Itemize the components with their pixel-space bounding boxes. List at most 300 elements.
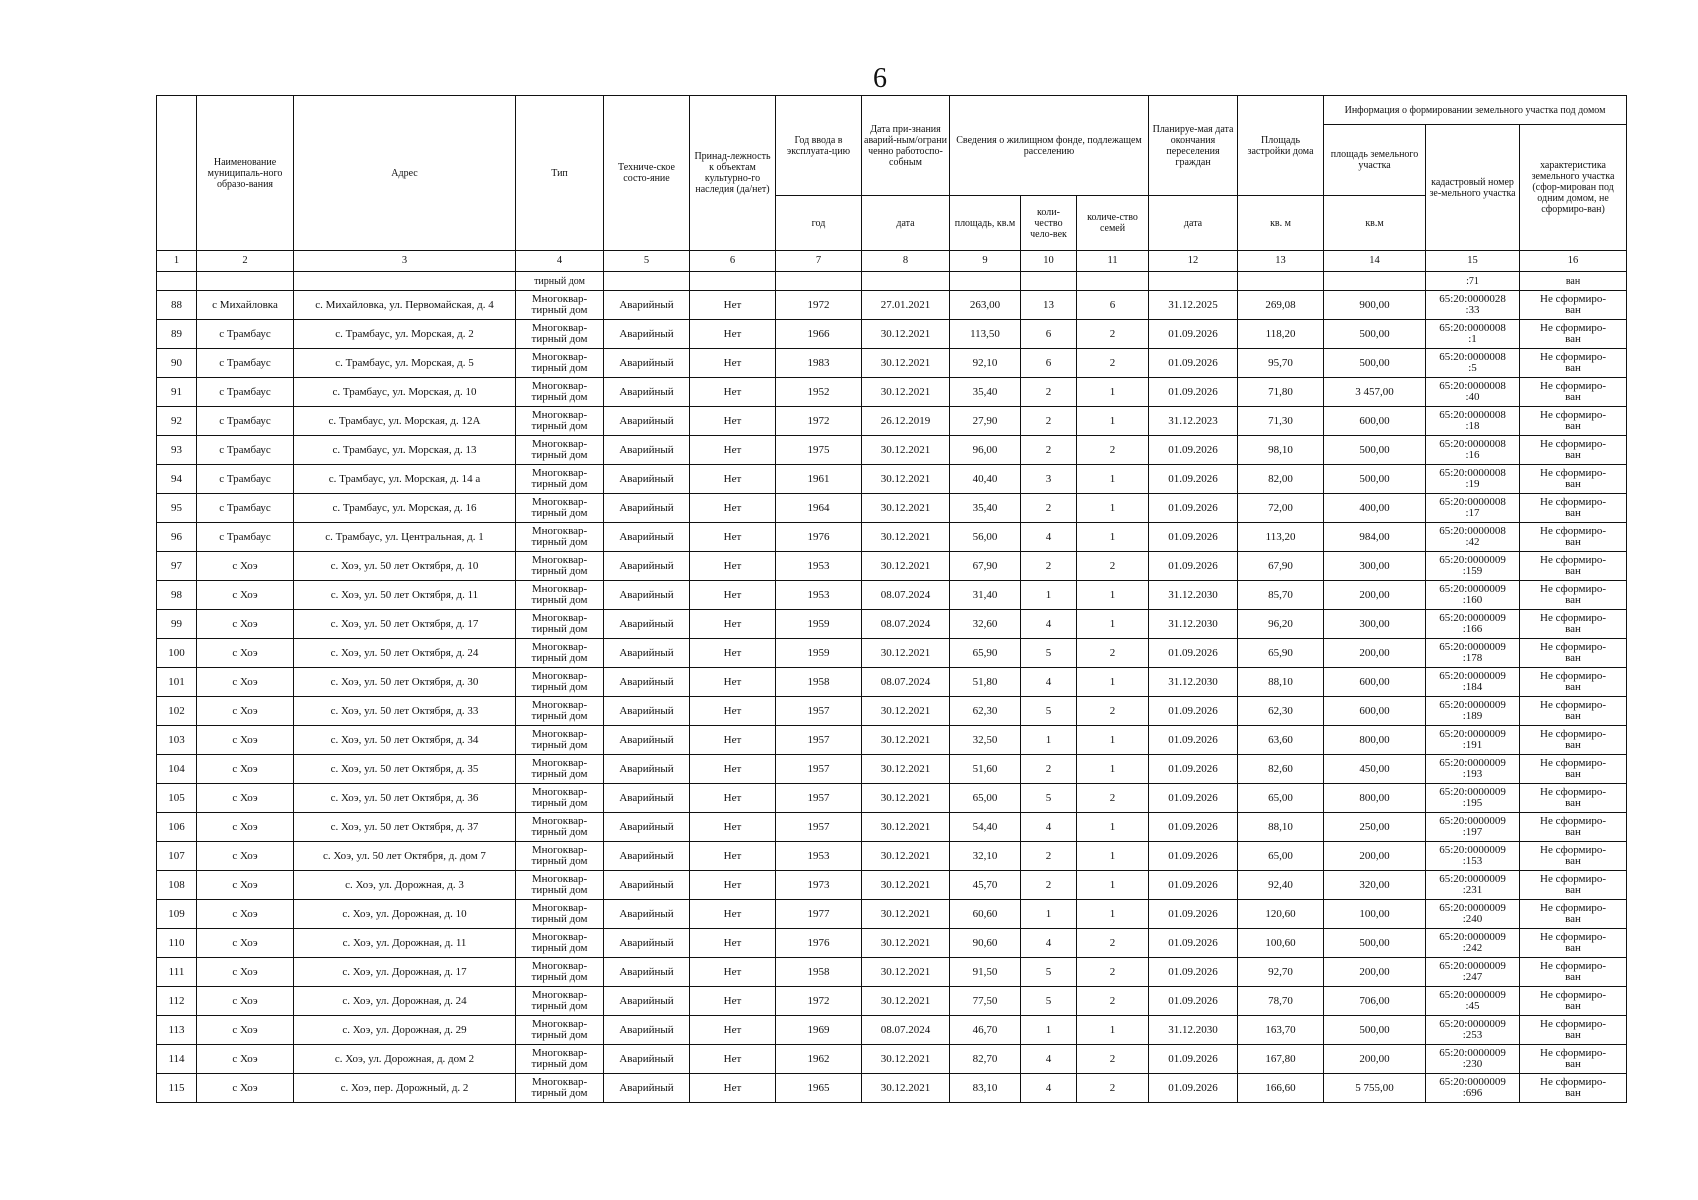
municipality-cell: с Хоэ [197,1016,294,1045]
cadastral-cell [1426,929,1520,958]
row-number: 108 [157,871,197,900]
families-cell: 1 [1077,378,1149,407]
heritage-cell: Нет [690,523,776,552]
row-number: 90 [157,349,197,378]
land-area-cell: 3 457,00 [1324,378,1426,407]
heritage-cell: Нет [690,871,776,900]
year-cell: 1973 [776,871,862,900]
land-char-cell-line: Не сформиро- [1540,1076,1607,1088]
type-cell-line: Многоквар- [531,438,588,450]
people-cell: 4 [1021,1074,1077,1103]
land-char-cell-line: ван [1565,681,1581,693]
land-area-cell: 200,00 [1324,958,1426,987]
emergency-date-cell: 30.12.2021 [862,1074,950,1103]
cadastral-cell-line: :45 [1465,1000,1480,1012]
land-char-cell-line: Не сформиро- [1540,1018,1607,1030]
tech-state-cell: Аварийный [604,465,690,494]
heritage-cell: Нет [690,494,776,523]
table-row [157,842,1627,871]
cadastral-cell-line: 65:20:0000009 [1439,844,1506,856]
land-area-cell: 500,00 [1324,349,1426,378]
address-cell: с. Трамбаус, ул. Морская, д. 12А [294,407,516,436]
cadastral-cell [1426,494,1520,523]
building-area-cell: 98,10 [1238,436,1324,465]
emergency-date-cell: 08.07.2024 [862,581,950,610]
people-cell: 4 [1021,523,1077,552]
type-cell-line: Многоквар- [531,409,588,421]
type-cell-line: тирный дом [531,1087,588,1099]
cadastral-cell-line: :16 [1465,449,1480,461]
continuation-row [157,272,1627,291]
cadastral-cell-line: :17 [1465,507,1480,519]
building-area-cell: 88,10 [1238,668,1324,697]
cadastral-cell-line: 65:20:0000009 [1439,1047,1506,1059]
emergency-date-cell: 08.07.2024 [862,668,950,697]
year-cell: 1972 [776,987,862,1016]
type-cell-line: Многоквар- [531,960,588,972]
municipality-cell: с Хоэ [197,610,294,639]
cadastral-cell-line: 65:20:0000009 [1439,670,1506,682]
municipality-cell: с Хоэ [197,726,294,755]
type-cell-line: тирный дом [531,681,588,693]
land-char-cell [1520,349,1627,378]
type-cell-line: тирный дом [531,304,588,316]
tech-state-cell: Аварийный [604,639,690,668]
heritage-cell: Нет [690,378,776,407]
land-char-cell [1520,523,1627,552]
table-row [157,465,1627,494]
land-area-cell: 300,00 [1324,552,1426,581]
land-char-cell-line: ван [1565,739,1581,751]
families-cell: 1 [1077,581,1149,610]
heritage-cell: Нет [690,813,776,842]
land-char-cell-line: Не сформиро- [1540,322,1607,334]
type-cell-line: тирный дом [531,652,588,664]
land-char-cell [1520,929,1627,958]
families-cell: 1 [1077,755,1149,784]
land-char-cell [1520,378,1627,407]
land-char-cell-line: ван [1565,420,1581,432]
header-building-area: Площадь застройки дома [1238,96,1324,196]
land-area-cell: 800,00 [1324,784,1426,813]
table-row [157,1074,1627,1103]
type-cell [516,291,604,320]
type-cell [516,726,604,755]
cadastral-cell [1426,552,1520,581]
cadastral-cell-line: 65:20:0000009 [1439,641,1506,653]
type-cell-line: тирный дом [531,710,588,722]
area-cell: 67,90 [950,552,1021,581]
land-area-cell: 706,00 [1324,987,1426,1016]
families-cell: 2 [1077,784,1149,813]
land-char-cell-line: ван [1565,710,1581,722]
land-char-cell-line: ван [1565,1029,1581,1041]
type-cell [516,552,604,581]
table-row [157,755,1627,784]
table-row [157,784,1627,813]
year-cell: 1972 [776,407,862,436]
emergency-date-cell: 30.12.2021 [862,900,950,929]
cadastral-cell-line: :40 [1465,391,1480,403]
cadastral-cell-line: 65:20:0000008 [1439,496,1506,508]
cadastral-cell-line: 65:20:0000009 [1439,815,1506,827]
subheader-families: количе-ство семей [1077,196,1149,251]
address-cell: с. Хоэ, ул. 50 лет Октября, д. дом 7 [294,842,516,871]
families-cell: 1 [1077,813,1149,842]
families-cell: 1 [1077,668,1149,697]
cadastral-cell [1426,668,1520,697]
families-cell: 1 [1077,842,1149,871]
cadastral-cell-line: :160 [1462,594,1483,606]
type-cell-line: Многоквар- [531,873,588,885]
people-cell: 1 [1021,726,1077,755]
land-area-cell: 320,00 [1324,871,1426,900]
building-area-cell: 72,00 [1238,494,1324,523]
land-char-cell-line: ван [1565,913,1581,925]
land-area-cell: 500,00 [1324,436,1426,465]
municipality-cell: с Хоэ [197,958,294,987]
emergency-date-cell: 30.12.2021 [862,639,950,668]
type-cell-line: Многоквар- [531,815,588,827]
area-cell: 32,50 [950,726,1021,755]
planned-date-cell: 31.12.2025 [1149,291,1238,320]
column-number: 5 [604,251,690,272]
type-cell-line: тирный дом [531,623,588,635]
land-char-cell-line: ван [1565,855,1581,867]
planned-date-cell: 01.09.2026 [1149,784,1238,813]
people-cell: 1 [1021,900,1077,929]
planned-date-cell: 01.09.2026 [1149,378,1238,407]
municipality-cell: с Хоэ [197,668,294,697]
people-cell: 4 [1021,929,1077,958]
cadastral-cell-line: 65:20:0000009 [1439,757,1506,769]
column-number: 16 [1520,251,1627,272]
land-char-cell-line: Не сформиро- [1540,612,1607,624]
year-cell: 1965 [776,1074,862,1103]
cadastral-cell [1426,900,1520,929]
table-body [157,251,1627,1103]
housing-registry-table [156,95,1627,1103]
families-cell: 6 [1077,291,1149,320]
type-cell-line: тирный дом [531,797,588,809]
land-char-cell-line: ван [1565,478,1581,490]
row-number: 113 [157,1016,197,1045]
land-char-cell-line: ван [1565,594,1581,606]
emergency-date-cell: 30.12.2021 [862,697,950,726]
land-area-cell: 450,00 [1324,755,1426,784]
year-cell: 1957 [776,697,862,726]
planned-date-cell: 01.09.2026 [1149,494,1238,523]
land-area-cell: 900,00 [1324,291,1426,320]
row-number: 109 [157,900,197,929]
type-cell-line: тирный дом [531,1058,588,1070]
address-cell: с. Хоэ, ул. 50 лет Октября, д. 11 [294,581,516,610]
cadastral-cell-line: 65:20:0000009 [1439,554,1506,566]
row-number: 111 [157,958,197,987]
year-cell: 1953 [776,842,862,871]
cadastral-cell-line: 65:20:0000009 [1439,786,1506,798]
land-char-cell-line: Не сформиро- [1540,641,1607,653]
people-cell: 4 [1021,813,1077,842]
address-cell: с. Хоэ, ул. 50 лет Октября, д. 35 [294,755,516,784]
table-header [157,96,1627,251]
municipality-cell: с Хоэ [197,1074,294,1103]
subheader-date: дата [862,196,950,251]
table-row [157,581,1627,610]
area-cell: 263,00 [950,291,1021,320]
cadastral-cell [1426,987,1520,1016]
column-number: 8 [862,251,950,272]
building-area-cell: 95,70 [1238,349,1324,378]
table-row [157,320,1627,349]
heritage-cell: Нет [690,465,776,494]
type-cell [516,697,604,726]
heritage-cell: Нет [690,1074,776,1103]
address-cell: с. Хоэ, ул. 50 лет Октября, д. 24 [294,639,516,668]
table-row [157,610,1627,639]
heritage-cell: Нет [690,1016,776,1045]
type-cell-line: Многоквар- [531,844,588,856]
land-char-cell [1520,755,1627,784]
type-cell [516,610,604,639]
type-cell-line: Многоквар- [531,1018,588,1030]
building-area-cell: 78,70 [1238,987,1324,1016]
tech-state-cell: Аварийный [604,784,690,813]
table-row [157,871,1627,900]
year-cell: 1958 [776,668,862,697]
header-emergency-date: Дата при-знания аварий-ным/ограни ченно работоспо-собным [862,96,950,196]
type-cell-line: тирный дом [531,855,588,867]
land-char-cell-line: Не сформиро- [1540,960,1607,972]
cadastral-cell-line: 65:20:0000009 [1439,612,1506,624]
table-row [157,697,1627,726]
area-cell: 31,40 [950,581,1021,610]
land-char-cell [1520,668,1627,697]
families-cell: 2 [1077,929,1149,958]
land-char-cell [1520,697,1627,726]
planned-date-cell: 01.09.2026 [1149,755,1238,784]
type-cell [516,929,604,958]
column-number: 12 [1149,251,1238,272]
land-char-cell-line: ван [1565,942,1581,954]
cadastral-cell-line: :166 [1462,623,1483,635]
address-cell: с. Хоэ, ул. 50 лет Октября, д. 34 [294,726,516,755]
area-cell: 83,10 [950,1074,1021,1103]
area-cell: 96,00 [950,436,1021,465]
land-char-cell-line: Не сформиро- [1540,815,1607,827]
heritage-cell: Нет [690,552,776,581]
families-cell: 2 [1077,552,1149,581]
people-cell: 2 [1021,494,1077,523]
land-char-cell-line: Не сформиро- [1540,496,1607,508]
type-cell-line: тирный дом [531,942,588,954]
people-cell: 2 [1021,436,1077,465]
type-cell-line: тирный дом [531,768,588,780]
municipality-cell: с Хоэ [197,929,294,958]
emergency-date-cell: 30.12.2021 [862,958,950,987]
address-cell: с. Хоэ, ул. 50 лет Октября, д. 10 [294,552,516,581]
cadastral-cell [1426,784,1520,813]
land-char-cell [1520,987,1627,1016]
tech-state-cell: Аварийный [604,842,690,871]
area-cell: 35,40 [950,378,1021,407]
people-cell: 4 [1021,610,1077,639]
building-area-cell: 71,30 [1238,407,1324,436]
emergency-date-cell: 30.12.2021 [862,552,950,581]
tech-state-cell: Аварийный [604,871,690,900]
row-number: 103 [157,726,197,755]
land-char-cell-line: Не сформиро- [1540,844,1607,856]
type-cell [516,494,604,523]
planned-date-cell: 01.09.2026 [1149,436,1238,465]
row-number: 99 [157,610,197,639]
row-number: 97 [157,552,197,581]
type-cell-line: тирный дом [531,536,588,548]
cadastral-cell-line: 65:20:0000008 [1439,409,1506,421]
address-cell: с. Трамбаус, ул. Морская, д. 13 [294,436,516,465]
building-area-cell: 120,60 [1238,900,1324,929]
land-area-cell: 500,00 [1324,1016,1426,1045]
type-cell [516,987,604,1016]
address-cell: с. Хоэ, ул. Дорожная, д. 24 [294,987,516,1016]
emergency-date-cell: 30.12.2021 [862,726,950,755]
heritage-cell: Нет [690,610,776,639]
building-area-cell: 82,00 [1238,465,1324,494]
planned-date-cell: 01.09.2026 [1149,349,1238,378]
heritage-cell: Нет [690,668,776,697]
cadastral-cell [1426,1074,1520,1103]
type-cell-line: тирный дом [531,971,588,983]
address-cell: с. Михайловка, ул. Первомайская, д. 4 [294,291,516,320]
planned-date-cell: 31.12.2023 [1149,407,1238,436]
families-cell: 2 [1077,349,1149,378]
cadastral-cell-line: :153 [1462,855,1483,867]
planned-date-cell: 01.09.2026 [1149,697,1238,726]
land-char-cell-line: ван [1565,333,1581,345]
table-row [157,987,1627,1016]
land-area-cell: 984,00 [1324,523,1426,552]
planned-date-cell: 01.09.2026 [1149,639,1238,668]
heritage-cell: Нет [690,407,776,436]
area-cell: 35,40 [950,494,1021,523]
tech-state-cell: Аварийный [604,552,690,581]
continuation-cadastral: :71 [1426,272,1520,291]
cadastral-cell [1426,436,1520,465]
land-char-cell-line: ван [1565,536,1581,548]
type-cell [516,320,604,349]
type-cell-line: Многоквар- [531,902,588,914]
emergency-date-cell: 30.12.2021 [862,784,950,813]
heritage-cell: Нет [690,291,776,320]
cadastral-cell-line: :230 [1462,1058,1483,1070]
cadastral-cell-line: 65:20:0000009 [1439,902,1506,914]
year-cell: 1957 [776,784,862,813]
cadastral-cell-line: 65:20:0000009 [1439,728,1506,740]
type-cell [516,871,604,900]
building-area-cell: 82,60 [1238,755,1324,784]
page-number: 6 [873,63,887,94]
row-number: 101 [157,668,197,697]
emergency-date-cell: 08.07.2024 [862,610,950,639]
land-char-cell-line: ван [1565,362,1581,374]
column-number: 13 [1238,251,1324,272]
tech-state-cell: Аварийный [604,436,690,465]
table-row [157,668,1627,697]
type-cell-line: тирный дом [531,1000,588,1012]
header-type: Тип [516,96,604,251]
tech-state-cell: Аварийный [604,291,690,320]
row-number: 110 [157,929,197,958]
municipality-cell: с Хоэ [197,552,294,581]
row-number: 98 [157,581,197,610]
heritage-cell: Нет [690,349,776,378]
heritage-cell: Нет [690,726,776,755]
families-cell: 2 [1077,697,1149,726]
families-cell: 2 [1077,1074,1149,1103]
year-cell: 1958 [776,958,862,987]
land-char-cell-line: ван [1565,768,1581,780]
year-cell: 1961 [776,465,862,494]
cadastral-cell-line: :189 [1462,710,1483,722]
heritage-cell: Нет [690,987,776,1016]
municipality-cell: с Трамбаус [197,436,294,465]
year-cell: 1959 [776,610,862,639]
address-cell: с. Хоэ, ул. 50 лет Октября, д. 30 [294,668,516,697]
land-area-cell: 100,00 [1324,900,1426,929]
area-cell: 46,70 [950,1016,1021,1045]
emergency-date-cell: 30.12.2021 [862,523,950,552]
emergency-date-cell: 30.12.2021 [862,378,950,407]
area-cell: 113,50 [950,320,1021,349]
table-row [157,552,1627,581]
building-area-cell: 67,90 [1238,552,1324,581]
planned-date-cell: 01.09.2026 [1149,900,1238,929]
type-cell [516,523,604,552]
land-area-cell: 500,00 [1324,320,1426,349]
area-cell: 62,30 [950,697,1021,726]
year-cell: 1957 [776,755,862,784]
type-cell-line: тирный дом [531,594,588,606]
tech-state-cell: Аварийный [604,407,690,436]
planned-date-cell: 01.09.2026 [1149,871,1238,900]
header-heritage: Принад-лежность к объектам культурно-го наследия (да/нет) [690,96,776,251]
row-number: 115 [157,1074,197,1103]
cadastral-cell [1426,871,1520,900]
cadastral-cell [1426,465,1520,494]
type-cell-line: Многоквар- [531,931,588,943]
tech-state-cell: Аварийный [604,813,690,842]
header-number [157,96,197,251]
cadastral-cell-line: 65:20:0000009 [1439,1076,1506,1088]
planned-date-cell: 01.09.2026 [1149,320,1238,349]
type-cell-line: тирный дом [531,333,588,345]
row-number: 91 [157,378,197,407]
heritage-cell: Нет [690,842,776,871]
people-cell: 2 [1021,842,1077,871]
year-cell: 1953 [776,581,862,610]
municipality-cell: с Трамбаус [197,407,294,436]
type-cell-line: Многоквар- [531,554,588,566]
cadastral-cell-line: :253 [1462,1029,1483,1041]
planned-date-cell: 01.09.2026 [1149,726,1238,755]
land-area-cell: 250,00 [1324,813,1426,842]
area-cell: 27,90 [950,407,1021,436]
subheader-land-area: кв.м [1324,196,1426,251]
land-char-cell-line: Не сформиро- [1540,525,1607,537]
type-cell-line: тирный дом [531,739,588,751]
building-area-cell: 63,60 [1238,726,1324,755]
address-cell: с. Хоэ, ул. Дорожная, д. 11 [294,929,516,958]
